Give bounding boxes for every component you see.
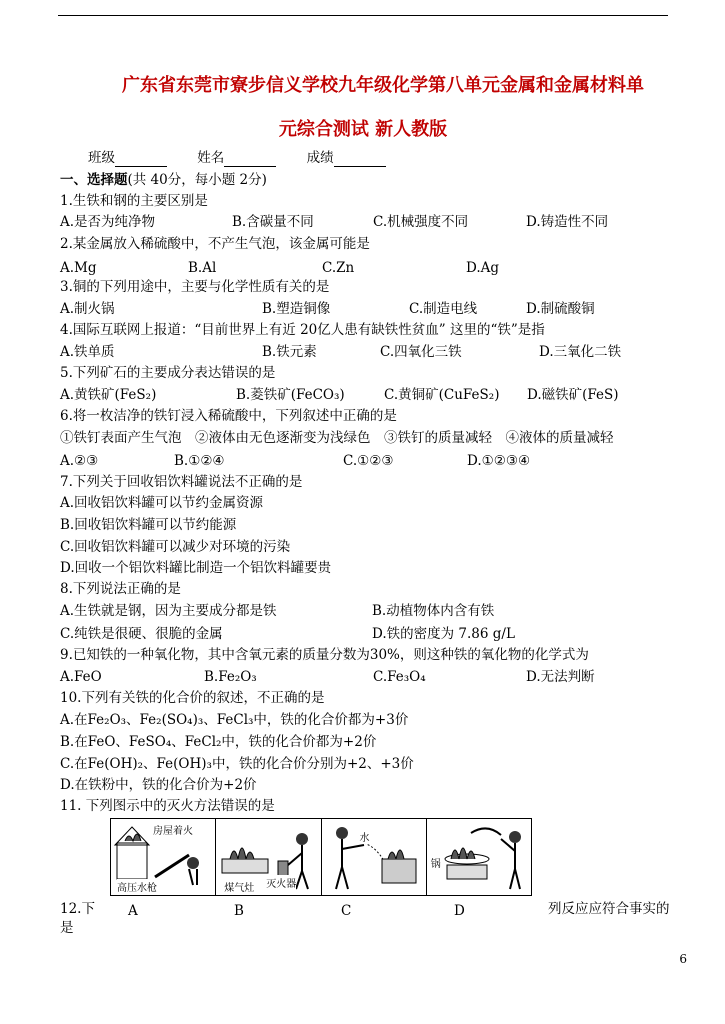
- label-house-fire: 房屋着火: [153, 822, 193, 837]
- q9-option-b: B.Fe₂O₃: [204, 669, 257, 685]
- label-extinguisher: 灭火器: [266, 875, 296, 890]
- q12-stem-end: 列反应应符合事实的: [548, 901, 670, 917]
- q9-option-c: C.Fe₃O₄: [373, 669, 426, 685]
- q8-stem: 8.下列说法正确的是: [60, 581, 181, 597]
- q2-stem: 2.某金属放入稀硫酸中，不产生气泡，该金属可能是: [60, 236, 370, 252]
- label-water-cannon: 高压水枪: [117, 879, 157, 894]
- q1-option-d: D.铸造性不同: [526, 214, 609, 230]
- figure-panel-b: [216, 819, 321, 895]
- figure-option-b: B: [234, 903, 244, 919]
- water-on-tv-fire-illustration: [322, 819, 426, 895]
- q6-option-c: C.①②③: [343, 453, 394, 469]
- q5-option-d: D.磁铁矿(FeS): [527, 387, 619, 403]
- q6-option-d: D.①②③④: [467, 453, 531, 469]
- q1-option-c: C.机械强度不同: [373, 214, 469, 230]
- student-info: [88, 149, 386, 167]
- q6-option-a: A.②③: [60, 453, 99, 469]
- q2-option-a: A.Mg: [60, 260, 97, 276]
- figure-option-d: D: [454, 903, 465, 919]
- q9-stem: 9.已知铁的一种氧化物，其中含氧元素的质量分数为30%，则这种铁的氧化物的化学式为: [60, 647, 589, 663]
- q4-option-d: D.三氧化二铁: [539, 344, 622, 360]
- q6-stem: 6.将一枚洁净的铁钉浸入稀硫酸中，下列叙述中正确的是: [60, 408, 397, 424]
- figure-option-a: A: [128, 903, 138, 919]
- section-title: 一、选择题: [60, 172, 128, 188]
- section-heading: [60, 171, 267, 189]
- label-water: 水: [360, 829, 370, 844]
- header-rule: [58, 15, 668, 16]
- q6-statements: ①铁钉表面产生气泡 ②液体由无色逐渐变为浅绿色 ③铁钉的质量减轻 ④液体的质量减轻: [60, 430, 614, 446]
- q1-option-b: B.含碳量不同: [232, 214, 314, 230]
- q10-stem: 10.下列有关铁的化合价的叙述，不正确的是: [60, 690, 325, 706]
- q8-option-c: C.纯铁是很硬、很脆的金属: [60, 626, 223, 642]
- q12-stem-start: 12.下: [60, 901, 95, 917]
- q3-option-d: D.制硫酸铜: [526, 301, 595, 317]
- q4-stem: 4.国际互联网上报道：“目前世界上有近 20亿人患有缺铁性贫血” 这里的“铁”是指: [60, 322, 545, 338]
- name-blank[interactable]: [224, 152, 276, 167]
- score-label: 成绩: [306, 150, 334, 166]
- q7-option-b: B.回收铝饮料罐可以节约能源: [60, 517, 237, 533]
- q6-option-b: B.①②④: [174, 453, 225, 469]
- q2-option-d: D.Ag: [466, 260, 500, 276]
- q2-option-b: B.Al: [188, 260, 217, 276]
- q2-option-c: C.Zn: [322, 260, 355, 276]
- q7-option-d: D.回收一个铝饮料罐比制造一个铝饮料罐要贵: [60, 560, 332, 576]
- section-note: (共 40分，每小题 2分): [127, 172, 267, 188]
- q4-option-c: C.四氧化三铁: [380, 344, 462, 360]
- figure-panel-d: [427, 819, 531, 895]
- q12-stem-tail: 是: [60, 920, 74, 936]
- q1-option-a: A.是否为纯净物: [60, 214, 156, 230]
- q10-option-b: B.在FeO、FeSO₄、FeCl₂中，铁的化合价都为+2价: [60, 734, 377, 750]
- q5-option-a: A.黄铁矿(FeS₂): [60, 387, 157, 403]
- q9-option-a: A.FeO: [60, 669, 102, 685]
- q7-option-a: A.回收铝饮料罐可以节约金属资源: [60, 495, 264, 511]
- figure-panel-c: [322, 819, 427, 895]
- page-number: 6: [679, 952, 687, 966]
- class-blank[interactable]: [115, 152, 167, 167]
- score-blank[interactable]: [334, 152, 386, 167]
- q3-option-a: A.制火锅: [60, 301, 115, 317]
- figure-option-c: C: [341, 903, 352, 919]
- q4-option-a: A.铁单质: [60, 344, 115, 360]
- figure-panel-a: [111, 819, 216, 895]
- q8-option-d: D.铁的密度为 7.86 g/L: [372, 626, 515, 642]
- label-gas-stove: 煤气灶: [224, 879, 254, 894]
- q5-stem: 5.下列矿石的主要成分表达错误的是: [60, 365, 276, 381]
- document-title-line2: 元综合测试 新人教版: [278, 119, 448, 140]
- q3-stem: 3.铜的下列用途中，主要与化学性质有关的是: [60, 279, 330, 295]
- q7-stem: 7.下列关于回收铝饮料罐说法不正确的是: [60, 474, 303, 490]
- q8-option-b: B.动植物体内含有铁: [372, 603, 495, 619]
- q5-option-b: B.菱铁矿(FeCO₃): [236, 387, 345, 403]
- q7-option-c: C.回收铝饮料罐可以减少对环境的污染: [60, 539, 291, 555]
- class-label: 班级: [88, 150, 115, 166]
- q3-option-c: C.制造电线: [409, 301, 478, 317]
- q4-option-b: B.铁元素: [262, 344, 317, 360]
- q1-stem: 1.生铁和钢的主要区别是: [60, 193, 208, 209]
- document-title-line1: 广东省东莞市寮步信义学校九年级化学第八单元金属和金属材料单: [122, 75, 644, 96]
- name-label: 姓名: [197, 150, 225, 166]
- fire-extinguishing-figure: [110, 818, 532, 896]
- pot-lid-fire-illustration: [427, 819, 531, 895]
- q10-option-d: D.在铁粉中，铁的化合价为+2价: [60, 777, 257, 793]
- label-pot: 锅: [431, 855, 441, 870]
- q5-option-c: C.黄铜矿(CuFeS₂): [384, 387, 500, 403]
- q3-option-b: B.塑造铜像: [262, 301, 331, 317]
- q10-option-a: A.在Fe₂O₃、Fe₂(SO₄)₃、FeCl₃中，铁的化合价都为+3价: [60, 712, 409, 728]
- q10-option-c: C.在Fe(OH)₂、Fe(OH)₃中，铁的化合价分别为+2、+3价: [60, 756, 414, 772]
- q8-option-a: A.生铁就是钢，因为主要成分都是铁: [60, 603, 277, 619]
- q11-stem: 11. 下列图示中的灭火方法错误的是: [60, 798, 275, 814]
- q9-option-d: D.无法判断: [526, 669, 595, 685]
